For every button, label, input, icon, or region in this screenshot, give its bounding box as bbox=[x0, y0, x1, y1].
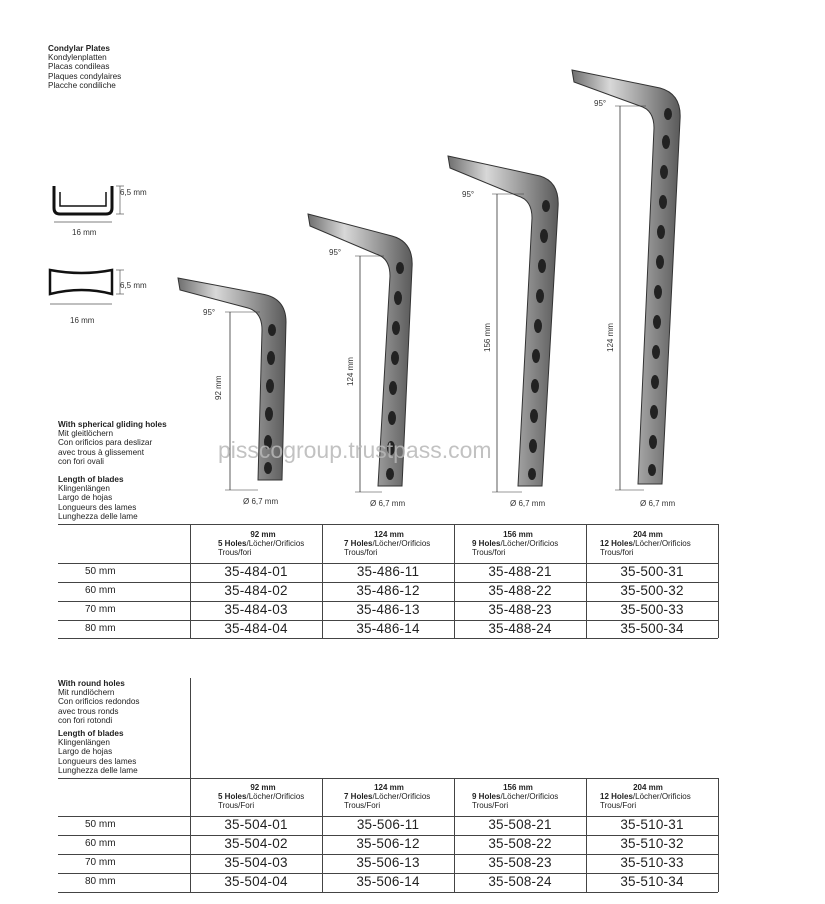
col-length: 92 mm bbox=[250, 530, 276, 539]
col-holes-line2: Trous/fori bbox=[600, 548, 634, 557]
col-holes-rest: /Löcher/Orificios bbox=[246, 539, 305, 548]
plate-diameter-label: Ø 6,7 mm bbox=[510, 499, 546, 508]
table1-col-header bbox=[218, 530, 308, 557]
col-holes: 9 Holes bbox=[472, 539, 501, 548]
article-number: 35-506-14 bbox=[356, 874, 420, 889]
table1-title-line: With spherical gliding holes bbox=[58, 420, 167, 429]
row-blade-length: 50 mm bbox=[85, 566, 116, 577]
col-holes: 7 Holes bbox=[344, 792, 373, 801]
article-number: 35-500-31 bbox=[620, 564, 684, 579]
table1-blade-label bbox=[58, 475, 138, 521]
profile-width-label: 16 mm bbox=[70, 316, 95, 325]
col-holes-line2: Trous/Fori bbox=[344, 801, 381, 810]
article-number: 35-510-31 bbox=[620, 817, 684, 832]
table1-title-line: Con orificios para deslizar bbox=[58, 438, 153, 448]
col-holes-line2: Trous/fori bbox=[218, 548, 252, 557]
article-number: 35-484-04 bbox=[224, 621, 288, 636]
plate-length-label: 92 mm bbox=[214, 375, 223, 400]
plate-angle-label: 95° bbox=[594, 99, 607, 108]
article-number: 35-504-02 bbox=[224, 836, 288, 851]
row-blade-length: 70 mm bbox=[85, 857, 116, 868]
table2-title-line: con fori rotondi bbox=[58, 715, 113, 725]
col-holes-rest: /Löcher/Orificios bbox=[246, 792, 305, 801]
col-holes: 5 Holes bbox=[218, 792, 247, 801]
col-holes-line2: Trous/Fori bbox=[218, 801, 255, 810]
article-number: 35-508-24 bbox=[488, 874, 552, 889]
article-number: 35-508-22 bbox=[488, 836, 552, 851]
blade-label-line: Largo de hojas bbox=[58, 747, 113, 757]
row-blade-length: 70 mm bbox=[85, 604, 116, 615]
col-holes-line2: Trous/fori bbox=[344, 548, 378, 557]
col-holes-rest: /Löcher/Orificios bbox=[500, 792, 559, 801]
plate-diameter-label: Ø 6,7 mm bbox=[640, 499, 676, 508]
plate-length-label: 124 mm bbox=[606, 323, 615, 352]
plate-diameter-label: Ø 6,7 mm bbox=[370, 499, 406, 508]
article-number: 35-484-01 bbox=[224, 564, 288, 579]
article-number: 35-506-11 bbox=[356, 817, 420, 832]
col-holes: 5 Holes bbox=[218, 539, 247, 548]
profile-height-label: 6,5 mm bbox=[120, 281, 147, 290]
col-length: 204 mm bbox=[633, 530, 663, 539]
col-holes-line2: Trous/Fori bbox=[600, 801, 637, 810]
article-number: 35-484-03 bbox=[224, 602, 288, 617]
article-number: 35-488-23 bbox=[488, 602, 552, 617]
article-number: 35-510-33 bbox=[620, 855, 684, 870]
blade-label-line: Lunghezza delle lame bbox=[58, 765, 138, 775]
intro-line: Placche condiliche bbox=[48, 80, 116, 90]
row-blade-length: 50 mm bbox=[85, 819, 116, 830]
article-number: 35-500-32 bbox=[620, 583, 684, 598]
table1-title bbox=[58, 420, 167, 466]
profile-height-label: 6,5 mm bbox=[120, 188, 147, 197]
article-number: 35-506-13 bbox=[356, 855, 420, 870]
row-blade-length: 80 mm bbox=[85, 876, 116, 887]
article-number: 35-508-23 bbox=[488, 855, 552, 870]
table1-col-header bbox=[472, 530, 564, 557]
table2-col-header bbox=[218, 783, 308, 810]
table2-col-header bbox=[600, 783, 696, 810]
article-number: 35-500-34 bbox=[620, 621, 684, 636]
table2-title-line: avec trous ronds bbox=[58, 706, 119, 716]
intro-line: Plaques condylaires bbox=[48, 71, 122, 81]
table2-title-line: Mit rundlöchern bbox=[58, 688, 115, 698]
col-holes: 12 Holes bbox=[600, 792, 633, 801]
intro-line: Kondylenplatten bbox=[48, 53, 107, 63]
row-blade-length: 80 mm bbox=[85, 623, 116, 634]
profile-width-label: 16 mm bbox=[72, 228, 97, 237]
article-number: 35-506-12 bbox=[356, 836, 420, 851]
col-holes-rest: /Löcher/Orificios bbox=[372, 539, 431, 548]
article-number: 35-500-33 bbox=[620, 602, 684, 617]
blade-label-line: Length of blades bbox=[58, 475, 124, 484]
col-holes: 7 Holes bbox=[344, 539, 373, 548]
blade-label-line: Lunghezza delle lame bbox=[58, 511, 138, 521]
blade-label-line: Longueurs des lames bbox=[58, 756, 137, 766]
col-holes-rest: /Löcher/Orificios bbox=[632, 792, 691, 801]
article-number: 35-486-13 bbox=[356, 602, 420, 617]
table1-title-line: Mit gleitlöchern bbox=[58, 429, 114, 439]
article-number: 35-484-02 bbox=[224, 583, 288, 598]
table2-title-line: Con orificios redondos bbox=[58, 697, 140, 707]
table2-title-line: With round holes bbox=[58, 679, 125, 688]
table2-col-header bbox=[344, 783, 434, 810]
table1-col-header bbox=[600, 530, 696, 557]
plate-angle-label: 95° bbox=[329, 248, 342, 257]
intro-title: Condylar Plates bbox=[48, 44, 110, 53]
col-holes-line2: Trous/Fori bbox=[472, 801, 509, 810]
table2-col-header bbox=[472, 783, 564, 810]
article-number: 35-486-11 bbox=[356, 564, 420, 579]
row-blade-length: 60 mm bbox=[85, 585, 116, 596]
col-holes: 12 Holes bbox=[600, 539, 633, 548]
blade-label-line: Klingenlängen bbox=[58, 484, 110, 494]
plate-angle-label: 95° bbox=[203, 308, 216, 317]
col-length: 156 mm bbox=[503, 530, 533, 539]
blade-label-line: Longueurs des lames bbox=[58, 502, 137, 512]
col-length: 204 mm bbox=[633, 783, 663, 792]
watermark: pisscogroup.trustpass.com bbox=[218, 437, 492, 463]
article-number: 35-488-21 bbox=[488, 564, 552, 579]
table1-title-line: con fori ovali bbox=[58, 456, 104, 466]
plate-angle-label: 95° bbox=[462, 190, 475, 199]
plate-diameter-label: Ø 6,7 mm bbox=[243, 497, 279, 506]
col-holes-line2: Trous/fori bbox=[472, 548, 506, 557]
blade-label-line: Klingenlängen bbox=[58, 738, 110, 748]
plate-length-label: 124 mm bbox=[346, 357, 355, 386]
col-holes-rest: /Löcher/Orificios bbox=[632, 539, 691, 548]
table2-blade-label bbox=[58, 729, 138, 775]
intro-line: Placas condileas bbox=[48, 62, 110, 72]
article-number: 35-504-03 bbox=[224, 855, 288, 870]
article-number: 35-508-21 bbox=[488, 817, 552, 832]
col-holes-rest: /Löcher/Orificios bbox=[372, 792, 431, 801]
article-number: 35-510-32 bbox=[620, 836, 684, 851]
article-number: 35-504-01 bbox=[224, 817, 288, 832]
row-blade-length: 60 mm bbox=[85, 838, 116, 849]
article-number: 35-486-12 bbox=[356, 583, 420, 598]
article-number: 35-488-22 bbox=[488, 583, 552, 598]
plate-length-label: 156 mm bbox=[483, 323, 492, 352]
article-number: 35-504-04 bbox=[224, 874, 288, 889]
table1-title-line: avec trous à glissement bbox=[58, 447, 145, 457]
article-number: 35-488-24 bbox=[488, 621, 552, 636]
article-number: 35-486-14 bbox=[356, 621, 420, 636]
blade-label-line: Length of blades bbox=[58, 729, 124, 738]
table2-title bbox=[58, 679, 139, 725]
col-length: 124 mm bbox=[374, 530, 404, 539]
article-number: 35-510-34 bbox=[620, 874, 684, 889]
col-length: 124 mm bbox=[374, 783, 404, 792]
col-length: 92 mm bbox=[250, 783, 276, 792]
col-length: 156 mm bbox=[503, 783, 533, 792]
blade-label-line: Largo de hojas bbox=[58, 493, 113, 503]
plate-12-holes bbox=[572, 70, 680, 490]
table1-col-header bbox=[344, 530, 434, 557]
col-holes: 9 Holes bbox=[472, 792, 501, 801]
col-holes-rest: /Löcher/Orificios bbox=[500, 539, 559, 548]
